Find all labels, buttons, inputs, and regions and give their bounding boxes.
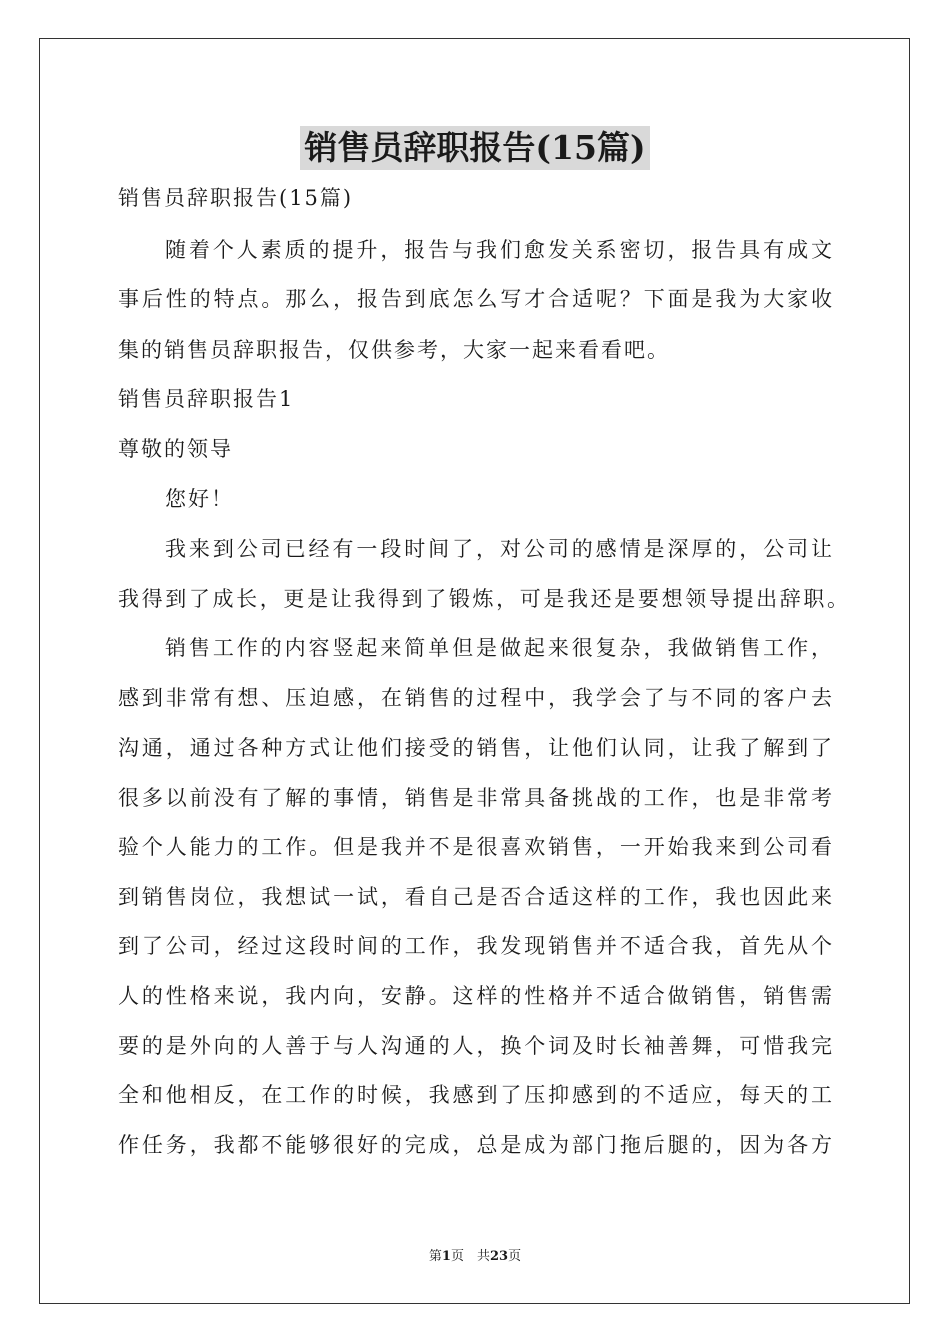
footer-suffix: 页 bbox=[508, 1249, 522, 1264]
body-line: 到了公司，经过这段时间的工作，我发现销售并不适合我，首先从个 bbox=[118, 934, 832, 958]
page-footer bbox=[0, 1248, 950, 1266]
body-line: 我得到了成长，更是让我得到了锻炼，可是我还是要想领导提出辞职。 bbox=[118, 587, 848, 611]
greeting: 您好！ bbox=[165, 487, 234, 511]
section-heading: 销售员辞职报告1 bbox=[118, 387, 295, 411]
document-title bbox=[0, 126, 950, 170]
body-line: 全和他相反，在工作的时候，我感到了压抑感到的不适应，每天的工 bbox=[118, 1083, 832, 1107]
body-line: 感到非常有想、压迫感，在销售的过程中，我学会了与不同的客户去 bbox=[118, 686, 832, 710]
footer-page-total: 23 bbox=[489, 1249, 509, 1264]
body-line: 验个人能力的工作。但是我并不是很喜欢销售，一开始我来到公司看 bbox=[118, 835, 832, 859]
body-line: 随着个人素质的提升，报告与我们愈发关系密切，报告具有成文 bbox=[165, 238, 832, 262]
body-line: 到销售岗位，我想试一试，看自己是否合适这样的工作，我也因此来 bbox=[118, 885, 832, 909]
subtitle-line: 销售员辞职报告(15篇) bbox=[118, 186, 354, 210]
body-line: 事后性的特点。那么，报告到底怎么写才合适呢？下面是我为大家收 bbox=[118, 287, 832, 311]
footer-page-number: 1 bbox=[441, 1249, 451, 1264]
footer-mid: 页 共 bbox=[450, 1249, 490, 1264]
body-line: 很多以前没有了解的事情，销售是非常具备挑战的工作，也是非常考 bbox=[118, 786, 832, 810]
body-line: 集的销售员辞职报告，仅供参考，大家一起来看看吧。 bbox=[118, 338, 670, 362]
footer-prefix: 第 bbox=[428, 1249, 442, 1264]
body-line: 作任务，我都不能够很好的完成，总是成为部门拖后腿的，因为各方 bbox=[118, 1133, 832, 1157]
body-line: 沟通，通过各种方式让他们接受的销售，让他们认同，让我了解到了 bbox=[118, 736, 832, 760]
salutation: 尊敬的领导 bbox=[118, 437, 233, 461]
body-line: 要的是外向的人善于与人沟通的人，换个词及时长袖善舞，可惜我完 bbox=[118, 1034, 832, 1058]
title-text: 销售员辞职报告(15篇) bbox=[300, 126, 649, 170]
page-border bbox=[39, 38, 910, 1304]
body-line: 人的性格来说，我内向，安静。这样的性格并不适合做销售，销售需 bbox=[118, 984, 832, 1008]
body-line: 销售工作的内容竖起来简单但是做起来很复杂，我做销售工作， bbox=[165, 636, 832, 660]
body-line: 我来到公司已经有一段时间了，对公司的感情是深厚的，公司让 bbox=[165, 537, 832, 561]
